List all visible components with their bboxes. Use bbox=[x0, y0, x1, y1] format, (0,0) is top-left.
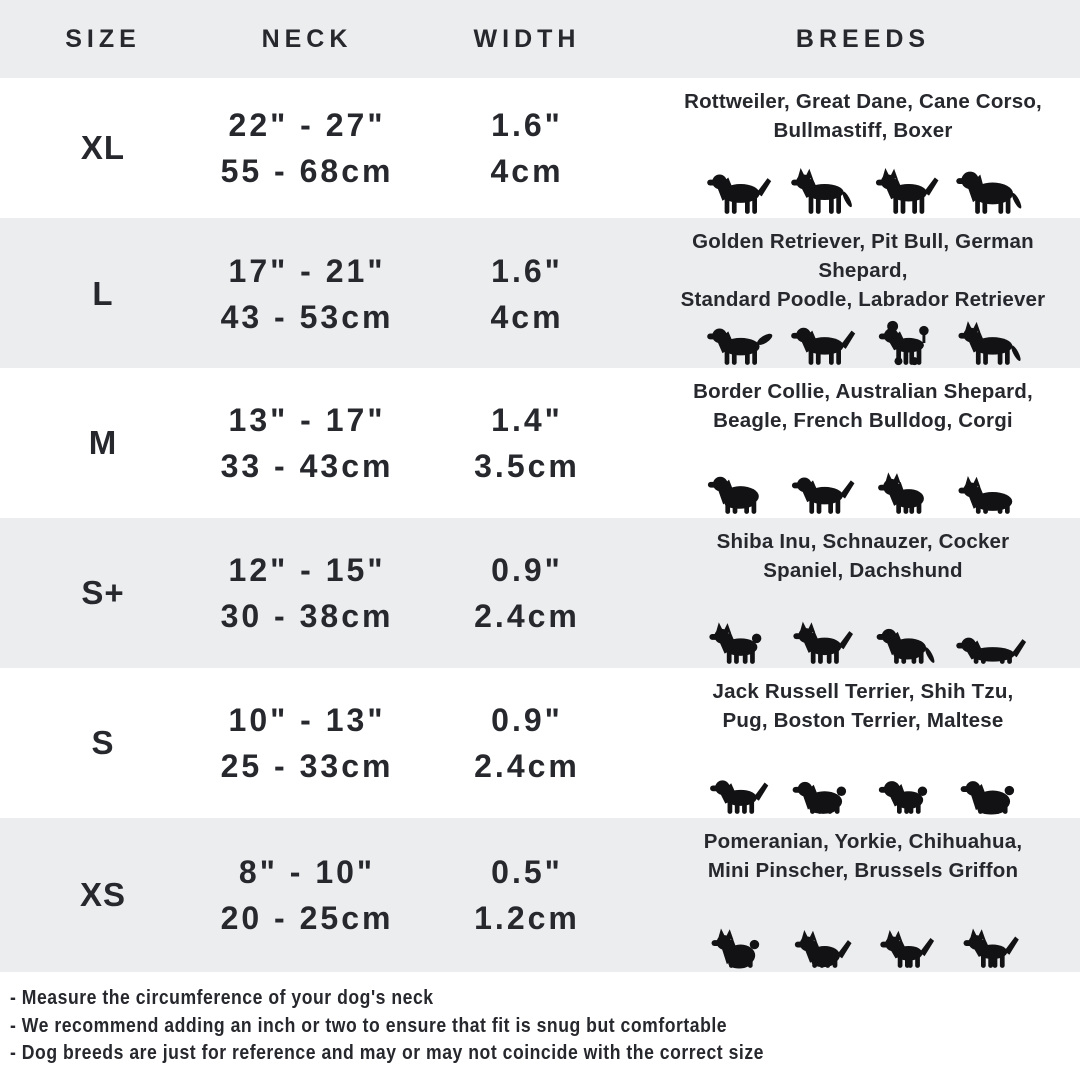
width-cell bbox=[408, 102, 646, 194]
width-inches: 1.4" bbox=[491, 402, 563, 438]
chihuahua-icon bbox=[865, 920, 945, 972]
width-cell bbox=[408, 849, 646, 941]
note-line: - We recommend adding an inch or two to ensure that fit is snug but comfortable bbox=[10, 1014, 728, 1037]
width-inches: 0.9" bbox=[491, 702, 563, 738]
mini-pinscher-icon bbox=[949, 920, 1029, 972]
australian-shepard-icon bbox=[697, 466, 777, 518]
table-row bbox=[0, 218, 1080, 368]
pug-icon bbox=[865, 766, 945, 818]
dachshund-icon bbox=[949, 616, 1029, 668]
column-header-neck: NECK bbox=[261, 24, 353, 53]
table-row bbox=[0, 818, 1080, 972]
width-cell bbox=[408, 397, 646, 489]
breeds-list bbox=[684, 87, 1042, 145]
column-header-breeds: BREEDS bbox=[795, 24, 931, 53]
neck-cell bbox=[206, 849, 408, 941]
maltese-icon bbox=[949, 766, 1029, 818]
breeds-list bbox=[704, 827, 1023, 885]
neck-inches: 8" - 10" bbox=[238, 854, 376, 890]
neck-cell bbox=[206, 547, 408, 639]
size-label: XS bbox=[79, 876, 127, 913]
width-cell bbox=[408, 697, 646, 789]
jack-russell-terrier-icon bbox=[697, 766, 777, 818]
width-inches: 0.5" bbox=[491, 854, 563, 890]
german-shepard-icon bbox=[949, 317, 1029, 369]
breeds-cell bbox=[646, 218, 1080, 369]
breeds-cell bbox=[646, 668, 1080, 818]
breeds-cell bbox=[646, 818, 1080, 972]
size-label: XL bbox=[80, 129, 126, 166]
breeds-line: Spaniel, Dachshund bbox=[763, 559, 963, 582]
width-cm: 4cm bbox=[490, 153, 564, 189]
breeds-list bbox=[713, 677, 1014, 735]
breeds-cell bbox=[646, 78, 1080, 218]
breeds-list bbox=[646, 227, 1080, 314]
neck-inches: 10" - 13" bbox=[228, 702, 386, 738]
dog-icons bbox=[697, 148, 1029, 218]
dog-icons bbox=[697, 888, 1029, 972]
column-header-size: SIZE bbox=[65, 24, 141, 53]
dog-icons bbox=[697, 738, 1029, 818]
neck-cm: 20 - 25cm bbox=[220, 900, 394, 936]
breeds-line: Jack Russell Terrier, Shih Tzu, bbox=[712, 680, 1014, 703]
neck-cell bbox=[206, 697, 408, 789]
width-cell bbox=[408, 248, 646, 340]
width-cell bbox=[408, 547, 646, 639]
neck-cell bbox=[206, 248, 408, 340]
table-header-row bbox=[0, 0, 1080, 78]
width-inches: 0.9" bbox=[491, 552, 563, 588]
neck-inches: 12" - 15" bbox=[228, 552, 386, 588]
breeds-line: Bullmastiff, Boxer bbox=[773, 119, 953, 142]
great-dane-icon bbox=[781, 166, 861, 218]
width-cm: 3.5cm bbox=[474, 448, 580, 484]
width-inches: 1.6" bbox=[491, 252, 563, 289]
width-cm: 2.4cm bbox=[474, 748, 580, 784]
breeds-line: Golden Retriever, Pit Bull, German Shepard, bbox=[692, 230, 1034, 282]
schnauzer-icon bbox=[781, 616, 861, 668]
neck-inches: 22" - 27" bbox=[228, 107, 386, 143]
note-line: - Dog breeds are just for reference and may or may not coincide with the correct size bbox=[10, 1042, 764, 1064]
neck-inches: 17" - 21" bbox=[228, 252, 386, 289]
shih-tzu-icon bbox=[781, 766, 861, 818]
neck-cm: 30 - 38cm bbox=[220, 598, 394, 634]
dog-icons bbox=[697, 588, 1029, 668]
width-inches: 1.6" bbox=[491, 107, 563, 143]
dog-icons bbox=[697, 317, 1029, 369]
breeds-list bbox=[717, 527, 1010, 585]
breeds-line: Border Collie, Australian Shepard, bbox=[693, 380, 1033, 403]
breeds-line: Pug, Boston Terrier, Maltese bbox=[722, 709, 1004, 732]
standard-poodle-icon bbox=[865, 317, 945, 369]
size-label: S bbox=[91, 724, 115, 761]
breeds-line: Shiba Inu, Schnauzer, Cocker bbox=[716, 530, 1010, 553]
shiba-inu-icon bbox=[697, 616, 777, 668]
neck-cm: 43 - 53cm bbox=[220, 298, 394, 335]
neck-inches: 13" - 17" bbox=[228, 402, 386, 438]
yorkie-icon bbox=[781, 920, 861, 972]
table-row bbox=[0, 78, 1080, 218]
rottweiler-icon bbox=[697, 166, 777, 218]
dog-icons bbox=[697, 438, 1029, 518]
size-label: L bbox=[92, 274, 114, 312]
neck-cell bbox=[206, 397, 408, 489]
breeds-line: Mini Pinscher, Brussels Griffon bbox=[707, 859, 1019, 882]
breeds-cell bbox=[646, 518, 1080, 668]
cane-corso-icon bbox=[865, 166, 945, 218]
corgi-icon bbox=[949, 466, 1029, 518]
measurement-notes bbox=[0, 972, 1080, 1080]
column-header-width: WIDTH bbox=[473, 24, 581, 53]
breeds-list bbox=[693, 377, 1033, 435]
neck-cm: 25 - 33cm bbox=[220, 748, 394, 784]
width-cm: 4cm bbox=[490, 298, 564, 335]
table-row bbox=[0, 368, 1080, 518]
note-line: - Measure the circumference of your dog's neck bbox=[10, 987, 434, 1009]
width-cm: 1.2cm bbox=[474, 900, 580, 936]
neck-cell bbox=[206, 102, 408, 194]
labrador-retriever-icon bbox=[781, 317, 861, 369]
table-row bbox=[0, 668, 1080, 818]
size-label: S+ bbox=[81, 574, 125, 611]
table-row bbox=[0, 518, 1080, 668]
breeds-cell bbox=[646, 368, 1080, 518]
french-bulldog-icon bbox=[865, 466, 945, 518]
breeds-line: Pomeranian, Yorkie, Chihuahua, bbox=[703, 830, 1023, 853]
pomeranian-icon bbox=[697, 920, 777, 972]
breeds-line: Beagle, French Bulldog, Corgi bbox=[713, 409, 1013, 432]
breeds-line: Standard Poodle, Labrador Retriever bbox=[680, 288, 1046, 311]
beagle-icon bbox=[781, 466, 861, 518]
cocker-spaniel-icon bbox=[865, 616, 945, 668]
neck-cm: 55 - 68cm bbox=[220, 153, 394, 189]
size-label: M bbox=[88, 424, 118, 461]
breeds-line: Rottweiler, Great Dane, Cane Corso, bbox=[684, 90, 1042, 113]
bullmastiff-icon bbox=[949, 166, 1029, 218]
neck-cm: 33 - 43cm bbox=[220, 448, 394, 484]
golden-retriever-icon bbox=[697, 317, 777, 369]
width-cm: 2.4cm bbox=[474, 598, 580, 634]
